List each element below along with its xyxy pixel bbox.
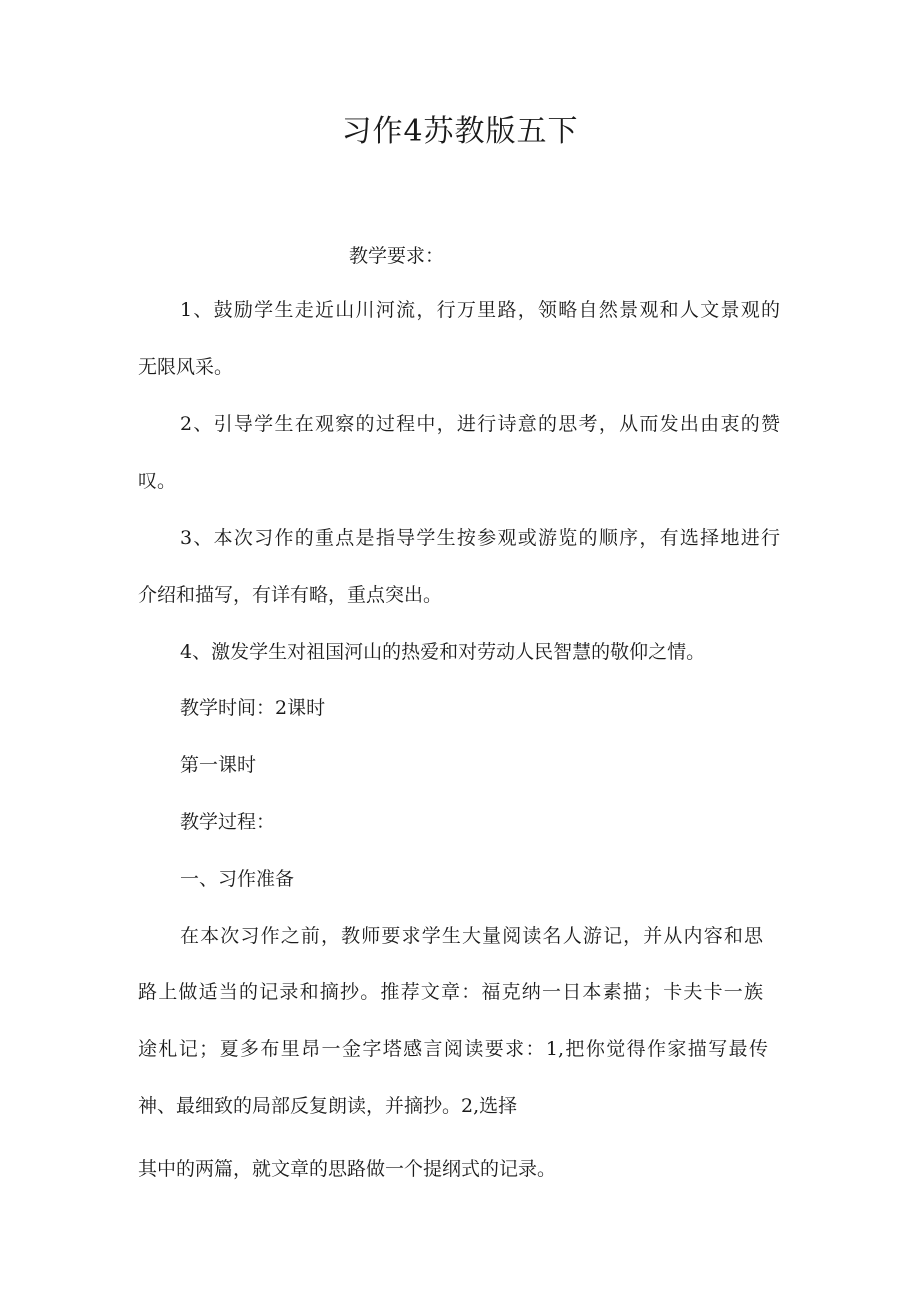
paragraph-line: 路上做适当的记录和摘抄。推荐文章：福克纳一日本素描；卡夫卡一族 (138, 981, 763, 1003)
paragraph-line: 其中的两篇，就文章的思路做一个提纲式的记录。 (138, 1158, 557, 1180)
paragraph-line: 1、鼓励学生走近山川河流，行万里路，领略自然景观和人文景观的 (180, 299, 780, 321)
paragraph-line: 3、本次习作的重点是指导学生按参观或游览的顺序，有选择地进行 (180, 527, 780, 549)
paragraph-line: 2、引导学生在观察的过程中，进行诗意的思考，从而发出由衷的赞 (180, 413, 780, 435)
paragraph-line: 神、最细致的局部反复朗读，并摘抄。2,选择 (138, 1095, 518, 1117)
paragraph-line: 4、激发学生对祖国河山的热爱和对劳动人民智慧的敬仰之情。 (180, 641, 706, 663)
paragraph-first-lesson: 第一课时 (180, 754, 257, 776)
paragraph-line: 在本次习作之前，教师要求学生大量阅读名人游记，并从内容和思 (180, 925, 763, 947)
paragraph-line: 介绍和描写，有详有略，重点突出。 (138, 584, 443, 606)
paragraph-line: 无限风采。 (138, 356, 234, 378)
paragraph-teaching-process: 教学过程： (180, 811, 276, 833)
document-title: 习作4苏教版五下 (341, 114, 579, 149)
section-heading-preparation: 一、习作准备 (180, 868, 295, 890)
paragraph-teaching-time: 教学时间：2课时 (180, 697, 326, 719)
paragraph-line: 途札记；夏多布里昂一金字塔感言阅读要求：1,把你觉得作家描写最传 (138, 1038, 768, 1060)
paragraph-heading-requirements: 教学要求： (349, 245, 445, 267)
paragraph-line: 叹。 (138, 470, 177, 492)
